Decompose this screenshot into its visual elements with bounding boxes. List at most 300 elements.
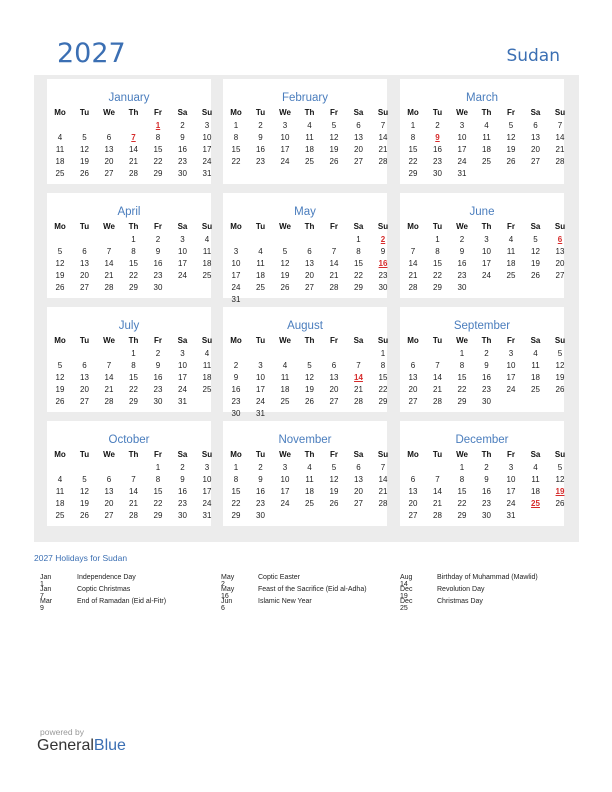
holiday-name: Coptic Christmas [77, 586, 131, 593]
day-cell: 6 [82, 247, 87, 256]
day-cell: 23 [433, 157, 442, 166]
day-cell: 10 [280, 475, 290, 484]
day-cell: 28 [433, 511, 442, 520]
day-cell: 27 [104, 511, 114, 520]
weekday-header: Mo [230, 108, 242, 117]
day-cell: 12 [531, 247, 540, 256]
weekday-header: Fr [507, 108, 515, 117]
day-cell: 29 [231, 511, 241, 520]
day-cell: 28 [329, 283, 339, 292]
holiday-day-cell: 9 [435, 133, 440, 142]
weekday-header: Th [128, 108, 139, 117]
day-cell: 9 [380, 247, 386, 256]
weekday-header: Tu [255, 336, 266, 345]
day-cell: 1 [435, 235, 440, 244]
day-cell: 6 [106, 133, 112, 142]
day-cell: 21 [354, 385, 363, 394]
weekday-header: Su [554, 336, 566, 345]
day-cell: 14 [408, 259, 418, 268]
day-cell: 19 [305, 385, 314, 394]
day-cell: 17 [506, 487, 516, 496]
weekday-header: Sa [530, 222, 541, 231]
day-cell: 3 [233, 247, 239, 256]
day-cell: 9 [155, 247, 161, 256]
day-cell: 27 [354, 499, 363, 508]
day-cell: 27 [80, 283, 89, 292]
day-cell: 15 [378, 373, 388, 382]
day-cell: 8 [410, 133, 416, 142]
day-cell: 6 [410, 361, 416, 370]
weekday-header: We [279, 222, 291, 231]
day-cell: 11 [531, 361, 540, 370]
month-february [223, 79, 387, 184]
day-cell: 4 [57, 133, 63, 142]
holiday-day-cell: 16 [378, 259, 388, 268]
day-cell: 19 [280, 271, 290, 280]
day-cell: 29 [354, 283, 363, 292]
day-cell: 9 [484, 361, 489, 370]
day-cell: 3 [180, 235, 185, 244]
day-cell: 9 [258, 133, 263, 142]
day-cell: 3 [459, 121, 465, 130]
day-cell: 29 [408, 169, 418, 178]
day-cell: 24 [506, 499, 516, 508]
day-cell: 19 [55, 271, 65, 280]
day-cell: 31 [231, 295, 241, 304]
day-cell: 25 [280, 397, 290, 406]
day-cell: 16 [231, 385, 241, 394]
day-cell: 6 [82, 361, 87, 370]
day-cell: 26 [80, 169, 89, 178]
day-cell: 26 [555, 499, 565, 508]
day-cell: 22 [433, 271, 442, 280]
day-cell: 14 [555, 133, 565, 142]
month-title: April [117, 206, 141, 218]
day-cell: 25 [256, 283, 265, 292]
weekday-header: Sa [353, 222, 364, 231]
day-cell: 16 [178, 145, 187, 154]
day-cell: 13 [408, 373, 418, 382]
day-cell: 13 [80, 259, 89, 268]
day-cell: 18 [55, 157, 65, 166]
day-cell: 29 [153, 511, 163, 520]
day-cell: 1 [459, 463, 465, 472]
weekday-header: Mo [230, 450, 242, 459]
weekday-header: We [456, 222, 468, 231]
day-cell: 21 [433, 385, 442, 394]
day-cell: 17 [280, 145, 290, 154]
day-cell: 30 [256, 511, 265, 520]
day-cell: 10 [231, 259, 241, 268]
day-cell: 14 [129, 487, 138, 496]
day-cell: 15 [408, 145, 418, 154]
day-cell: 1 [233, 463, 239, 472]
weekday-header: Su [377, 450, 389, 459]
day-cell: 28 [408, 283, 418, 292]
holiday-day-cell: 25 [531, 499, 540, 508]
day-cell: 8 [380, 361, 386, 370]
day-cell: 3 [204, 463, 210, 472]
day-cell: 3 [204, 121, 210, 130]
brand-logo[interactable] [37, 737, 126, 755]
day-cell: 8 [435, 247, 440, 256]
weekday-header: Mo [407, 108, 419, 117]
day-cell: 28 [129, 169, 138, 178]
day-cell: 4 [508, 235, 514, 244]
weekday-header: Fr [154, 336, 162, 345]
day-cell: 27 [305, 283, 314, 292]
holiday-name: End of Ramadan (Eid al-Fitr) [77, 598, 167, 605]
day-cell: 21 [129, 499, 138, 508]
day-cell: 7 [106, 247, 112, 256]
weekday-header: Su [554, 222, 566, 231]
weekday-header: Tu [79, 450, 90, 459]
day-cell: 7 [331, 247, 337, 256]
day-cell: 7 [131, 475, 136, 484]
day-cell: 2 [258, 463, 263, 472]
weekday-header: We [103, 222, 115, 231]
day-cell: 18 [305, 487, 314, 496]
day-cell: 25 [531, 385, 540, 394]
day-cell: 27 [354, 157, 363, 166]
day-cell: 2 [233, 361, 239, 370]
day-cell: 25 [305, 499, 314, 508]
weekday-header: Sa [530, 450, 541, 459]
day-cell: 11 [55, 487, 65, 496]
day-cell: 21 [329, 271, 339, 280]
day-cell: 23 [256, 157, 265, 166]
weekday-header: We [279, 336, 291, 345]
day-cell: 2 [484, 463, 489, 472]
day-cell: 6 [410, 475, 416, 484]
day-cell: 18 [280, 385, 290, 394]
day-cell: 24 [178, 385, 187, 394]
day-cell: 26 [329, 499, 339, 508]
day-cell: 29 [129, 283, 138, 292]
day-cell: 30 [433, 169, 442, 178]
weekday-header: We [103, 336, 115, 345]
day-cell: 10 [482, 247, 491, 256]
day-cell: 22 [129, 385, 138, 394]
day-cell: 20 [305, 271, 314, 280]
day-cell: 14 [378, 475, 388, 484]
day-cell: 24 [457, 157, 467, 166]
day-cell: 25 [202, 385, 212, 394]
weekday-header: Sa [177, 336, 188, 345]
day-cell: 26 [55, 397, 65, 406]
month-may [223, 193, 389, 304]
day-cell: 14 [104, 373, 114, 382]
day-cell: 5 [282, 247, 288, 256]
day-cell: 15 [231, 487, 241, 496]
weekday-header: Mo [54, 222, 66, 231]
holiday-date: Dec 19 [400, 586, 413, 600]
day-cell: 4 [533, 463, 538, 472]
day-cell: 25 [482, 157, 491, 166]
weekday-header: We [103, 108, 115, 117]
weekday-header: Th [481, 450, 492, 459]
day-cell: 30 [178, 169, 187, 178]
holiday-day-cell: 2 [380, 235, 386, 244]
holiday-day-cell: 1 [155, 121, 161, 130]
day-cell: 8 [459, 475, 465, 484]
day-cell: 8 [356, 247, 361, 256]
day-cell: 30 [153, 283, 163, 292]
day-cell: 24 [231, 283, 241, 292]
day-cell: 16 [433, 145, 442, 154]
country-name: Sudan [506, 46, 560, 66]
day-cell: 15 [129, 259, 138, 268]
day-cell: 5 [82, 133, 87, 142]
day-cell: 2 [435, 121, 440, 130]
day-cell: 20 [80, 385, 89, 394]
day-cell: 4 [204, 349, 210, 358]
day-cell: 27 [531, 157, 540, 166]
day-cell: 24 [280, 157, 290, 166]
month-title: November [278, 434, 332, 446]
day-cell: 4 [307, 463, 312, 472]
day-cell: 17 [280, 487, 290, 496]
month-title: June [469, 206, 495, 218]
month-title: February [281, 92, 329, 104]
day-cell: 6 [356, 463, 361, 472]
day-cell: 2 [180, 121, 185, 130]
day-cell: 21 [104, 271, 114, 280]
day-cell: 11 [482, 133, 491, 142]
day-cell: 28 [433, 397, 442, 406]
holiday-date: Jan 7 [40, 586, 52, 600]
day-cell: 10 [178, 361, 187, 370]
day-cell: 11 [256, 259, 265, 268]
day-cell: 26 [280, 283, 290, 292]
day-cell: 13 [531, 133, 540, 142]
day-cell: 22 [153, 499, 163, 508]
day-cell: 13 [305, 259, 314, 268]
day-cell: 17 [506, 373, 516, 382]
holiday-day-cell: 14 [354, 373, 363, 382]
day-cell: 17 [231, 271, 241, 280]
day-cell: 30 [457, 283, 467, 292]
day-cell: 1 [131, 235, 136, 244]
day-cell: 3 [180, 349, 185, 358]
day-cell: 1 [459, 349, 465, 358]
weekday-header: Th [481, 108, 492, 117]
day-cell: 20 [354, 145, 363, 154]
holidays-title: 2027 Holidays for Sudan [34, 553, 128, 563]
brand-part-blue: Blue [93, 737, 126, 754]
weekday-header: Mo [54, 336, 66, 345]
day-cell: 15 [129, 373, 138, 382]
day-cell: 5 [331, 121, 337, 130]
day-cell: 28 [378, 499, 388, 508]
day-cell: 3 [508, 349, 514, 358]
holiday-date: Jan 1 [40, 574, 52, 588]
day-cell: 7 [356, 361, 361, 370]
day-cell: 13 [354, 475, 363, 484]
weekday-header: Mo [407, 222, 419, 231]
day-cell: 23 [256, 499, 265, 508]
weekday-header: We [103, 450, 115, 459]
day-cell: 4 [258, 247, 263, 256]
day-cell: 18 [305, 145, 314, 154]
weekday-header: Tu [432, 450, 443, 459]
holiday-date: May 16 [221, 586, 235, 600]
day-cell: 30 [482, 397, 491, 406]
weekday-header: Su [377, 336, 389, 345]
weekday-header: We [456, 108, 468, 117]
day-cell: 24 [202, 157, 212, 166]
day-cell: 11 [202, 361, 212, 370]
holiday-name: Revolution Day [437, 586, 485, 593]
weekday-header: Tu [79, 222, 90, 231]
day-cell: 20 [354, 487, 363, 496]
day-cell: 30 [482, 511, 491, 520]
day-cell: 8 [459, 361, 465, 370]
day-cell: 10 [457, 133, 467, 142]
day-cell: 25 [202, 271, 212, 280]
day-cell: 12 [329, 475, 339, 484]
day-cell: 6 [356, 121, 361, 130]
weekday-header: Th [304, 450, 315, 459]
day-cell: 13 [329, 373, 339, 382]
day-cell: 17 [482, 259, 491, 268]
day-cell: 12 [55, 259, 65, 268]
day-cell: 4 [533, 349, 538, 358]
day-cell: 4 [484, 121, 489, 130]
day-cell: 12 [329, 133, 339, 142]
day-cell: 21 [378, 487, 388, 496]
day-cell: 22 [457, 499, 467, 508]
day-cell: 19 [329, 145, 339, 154]
weekday-header: Sa [177, 222, 188, 231]
month-november [223, 421, 387, 526]
weekday-header: Tu [79, 336, 90, 345]
day-cell: 9 [258, 475, 263, 484]
day-cell: 16 [457, 259, 467, 268]
day-cell: 17 [178, 373, 187, 382]
day-cell: 7 [380, 463, 386, 472]
day-cell: 7 [435, 475, 440, 484]
weekday-header: Sa [530, 108, 541, 117]
day-cell: 24 [280, 499, 290, 508]
day-cell: 12 [80, 145, 89, 154]
month-april [47, 193, 211, 298]
weekday-header: Mo [407, 336, 419, 345]
day-cell: 28 [104, 283, 114, 292]
day-cell: 27 [104, 169, 114, 178]
day-cell: 22 [231, 157, 241, 166]
weekday-header: Fr [330, 450, 338, 459]
day-cell: 16 [153, 373, 163, 382]
day-cell: 21 [433, 499, 442, 508]
day-cell: 10 [506, 361, 516, 370]
day-cell: 4 [282, 361, 288, 370]
weekday-header: Th [304, 222, 315, 231]
day-cell: 17 [457, 145, 467, 154]
day-cell: 22 [231, 499, 241, 508]
day-cell: 24 [482, 271, 491, 280]
day-cell: 27 [80, 397, 89, 406]
weekday-header: Th [304, 108, 315, 117]
weekday-header: Mo [54, 108, 66, 117]
day-cell: 28 [378, 157, 388, 166]
day-cell: 19 [506, 145, 516, 154]
day-cell: 6 [307, 247, 312, 256]
holiday-date: May 2 [221, 574, 235, 588]
day-cell: 18 [531, 373, 540, 382]
day-cell: 28 [354, 397, 363, 406]
day-cell: 14 [378, 133, 388, 142]
day-cell: 22 [408, 157, 418, 166]
month-title: May [294, 206, 316, 218]
day-cell: 11 [55, 145, 65, 154]
day-cell: 24 [506, 385, 516, 394]
day-cell: 1 [356, 235, 361, 244]
weekday-header: Fr [330, 108, 338, 117]
weekday-header: Tu [255, 108, 266, 117]
day-cell: 20 [104, 157, 114, 166]
day-cell: 4 [204, 235, 210, 244]
day-cell: 11 [305, 475, 314, 484]
day-cell: 5 [557, 463, 563, 472]
day-cell: 10 [506, 475, 516, 484]
holiday-name: Birthday of Muhammad (Mawlid) [437, 574, 538, 581]
day-cell: 4 [57, 475, 63, 484]
holiday-name: Independence Day [77, 574, 136, 581]
holiday-date: Dec 25 [400, 598, 413, 612]
day-cell: 2 [180, 463, 185, 472]
day-cell: 23 [153, 385, 163, 394]
weekday-header: Th [128, 222, 139, 231]
day-cell: 16 [482, 373, 491, 382]
day-cell: 17 [178, 259, 187, 268]
day-cell: 23 [378, 271, 388, 280]
day-cell: 25 [55, 169, 65, 178]
day-cell: 8 [131, 247, 136, 256]
day-cell: 22 [129, 271, 138, 280]
day-cell: 16 [256, 145, 265, 154]
day-cell: 8 [233, 133, 239, 142]
day-cell: 25 [506, 271, 516, 280]
day-cell: 9 [459, 247, 465, 256]
day-cell: 29 [129, 397, 138, 406]
day-cell: 23 [457, 271, 467, 280]
weekday-header: Th [128, 336, 139, 345]
holiday-name: Christmas Day [437, 598, 483, 605]
day-cell: 1 [131, 349, 136, 358]
day-cell: 12 [305, 373, 314, 382]
day-cell: 9 [180, 133, 185, 142]
day-cell: 15 [433, 259, 442, 268]
month-title: October [108, 434, 150, 446]
day-cell: 21 [408, 271, 418, 280]
day-cell: 9 [233, 373, 239, 382]
day-cell: 11 [506, 247, 516, 256]
day-cell: 19 [80, 157, 89, 166]
day-cell: 21 [104, 385, 114, 394]
day-cell: 24 [202, 499, 212, 508]
day-cell: 6 [533, 121, 538, 130]
day-cell: 24 [256, 397, 265, 406]
day-cell: 20 [555, 259, 565, 268]
day-cell: 10 [280, 133, 290, 142]
day-cell: 12 [280, 259, 290, 268]
day-cell: 21 [555, 145, 565, 154]
day-cell: 18 [202, 373, 212, 382]
day-cell: 5 [508, 121, 514, 130]
day-cell: 15 [457, 373, 467, 382]
day-cell: 30 [153, 397, 163, 406]
